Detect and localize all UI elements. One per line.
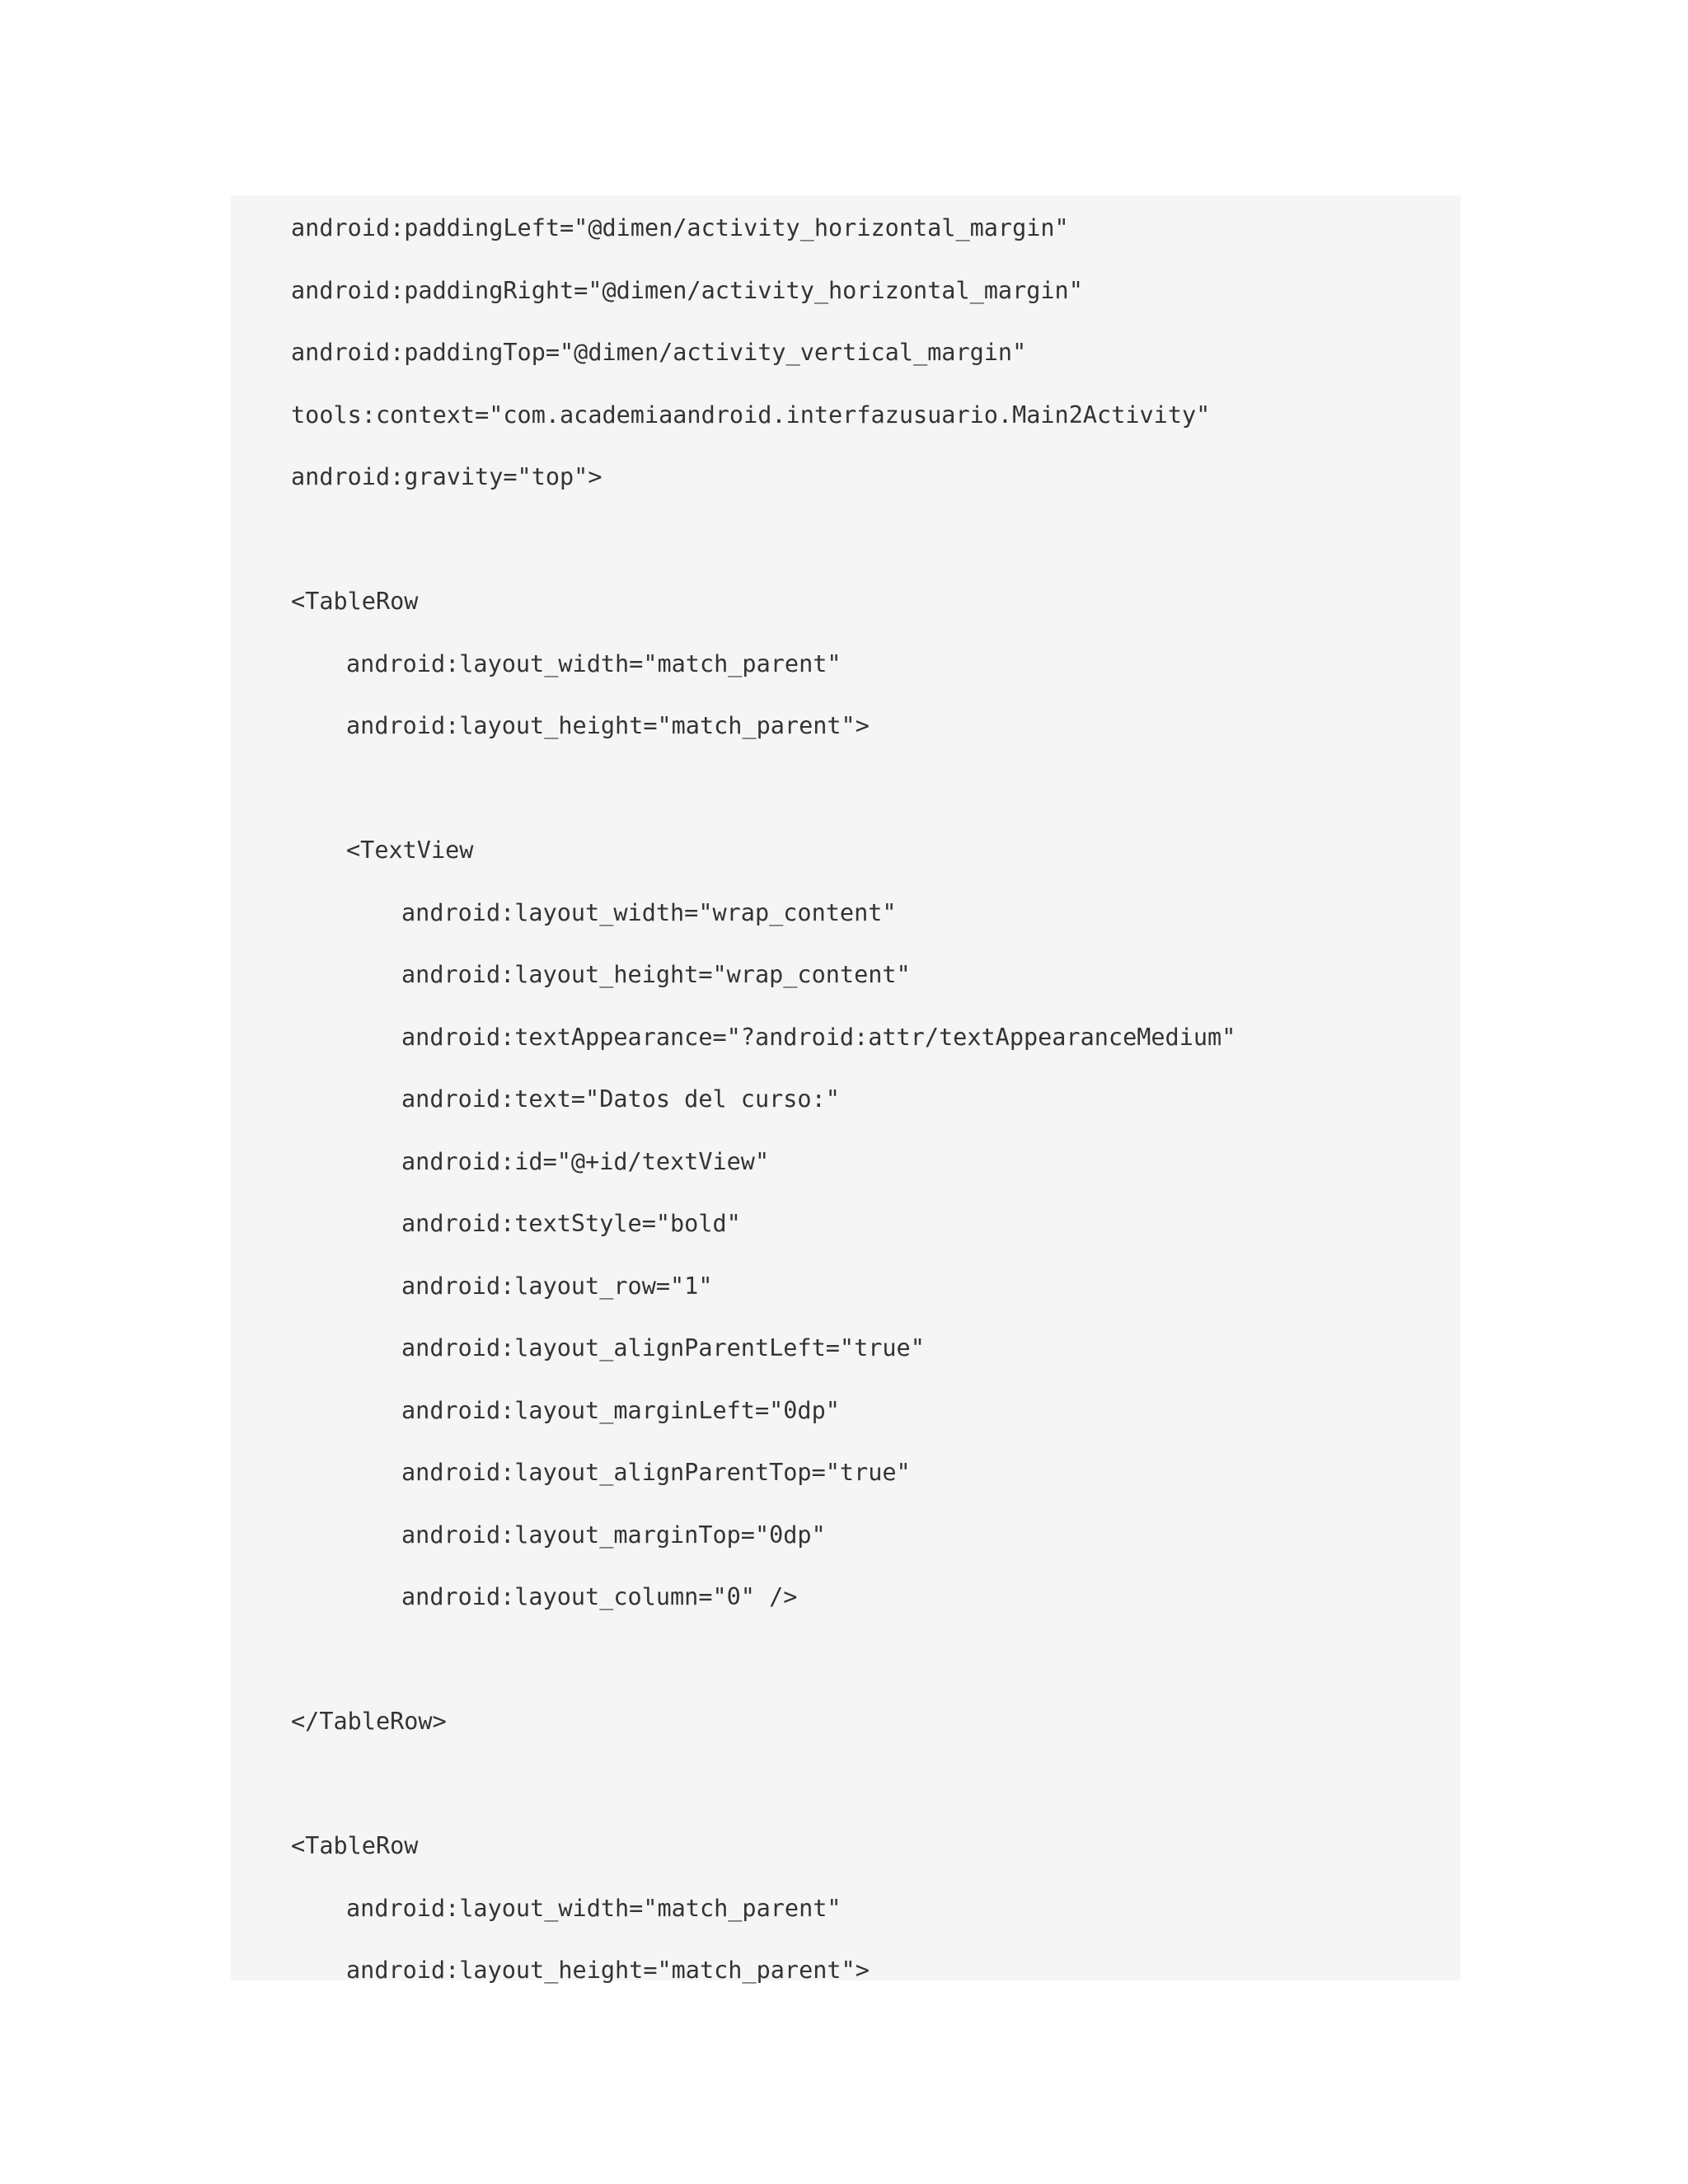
code-line: android:layout_marginLeft="0dp" (401, 1396, 840, 1424)
code-line: android:id="@+id/textView" (401, 1147, 770, 1175)
code-line: android:paddingLeft="@dimen/activity_horizontal_margin" (291, 214, 1069, 241)
code-line: android:layout_column="0" /> (401, 1583, 798, 1610)
code-line: android:layout_width="wrap_content" (401, 898, 897, 926)
code-line: <TextView (346, 837, 474, 864)
code-line: android:gravity="top"> (291, 463, 603, 490)
code-line: </TableRow> (291, 1708, 447, 1735)
code-line: <TableRow (291, 588, 419, 615)
blank-line (231, 767, 1461, 830)
blank-line (231, 1638, 1461, 1701)
code-line: android:layout_width="match_parent" (346, 649, 842, 677)
code-line: android:textAppearance="?android:attr/textAppearanceMedium" (401, 1023, 1236, 1051)
code-line: android:paddingTop="@dimen/activity_vertical_margin" (291, 339, 1027, 366)
code-line: android:layout_height="match_parent"> (346, 712, 870, 739)
code-line: <TableRow (291, 1832, 419, 1859)
code-line: android:layout_height="wrap_content" (401, 961, 911, 988)
code-line: android:layout_height="match_parent"> (346, 1957, 870, 1984)
code-line: tools:context="com.academiaandroid.interfazusuario.Main2Activity" (291, 401, 1211, 429)
code-line: android:layout_row="1" (401, 1272, 713, 1300)
code-line: android:paddingRight="@dimen/activity_horizontal_margin" (291, 276, 1083, 304)
code-line: android:text="Datos del curso:" (401, 1085, 840, 1113)
code-line: android:layout_marginTop="0dp" (401, 1521, 826, 1549)
code-line: android:layout_alignParentLeft="true" (401, 1334, 925, 1361)
blank-line (231, 518, 1461, 581)
blank-line (231, 1763, 1461, 1825)
code-line: android:textStyle="bold" (401, 1210, 741, 1237)
code-block (231, 195, 1461, 1984)
code-line: android:layout_width="match_parent" (346, 1894, 842, 1922)
code-line: android:layout_alignParentTop="true" (401, 1459, 911, 1486)
